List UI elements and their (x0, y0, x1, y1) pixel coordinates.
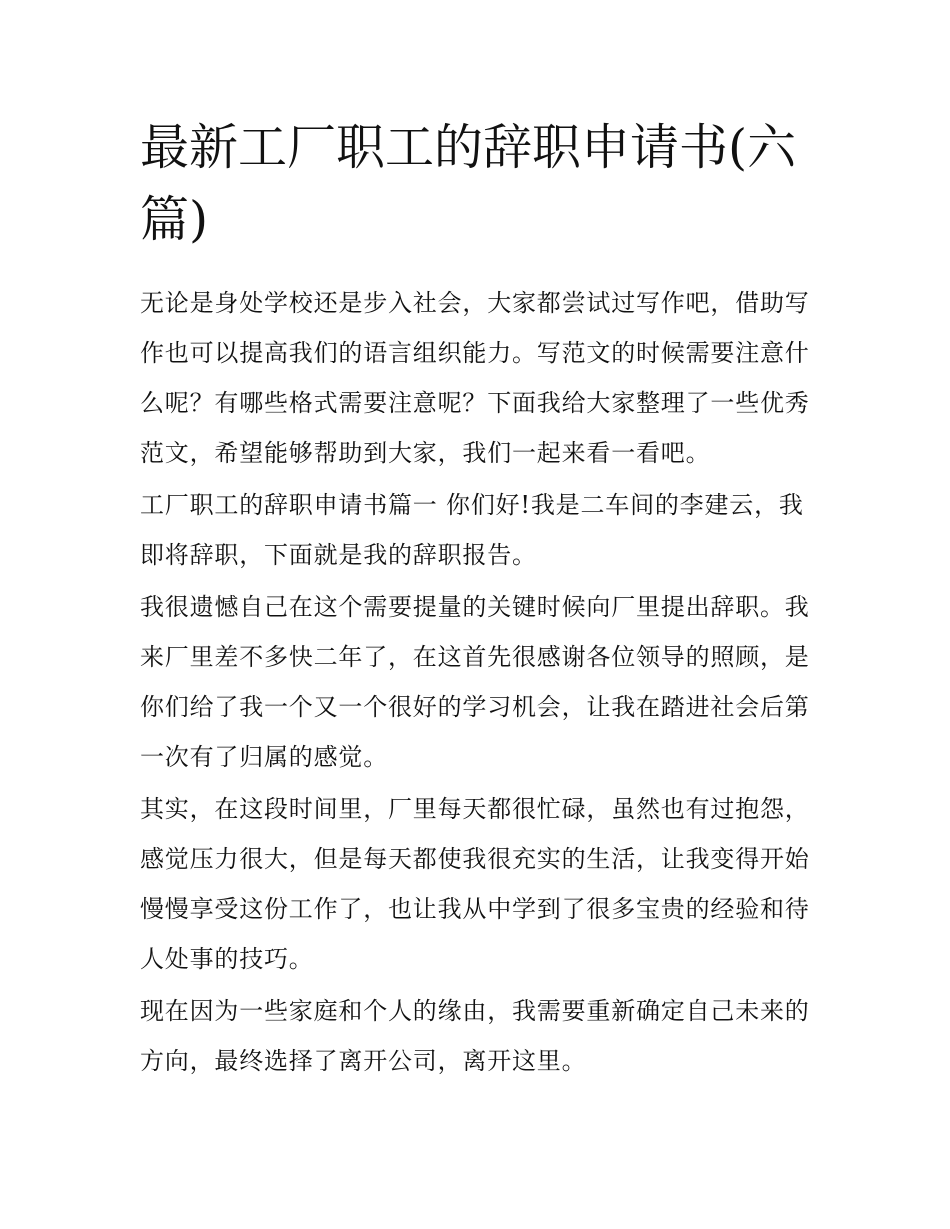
paragraph-reason: 现在因为一些家庭和个人的缘由，我需要重新确定自己未来的方向，最终选择了离开公司，离开这里。 (140, 997, 810, 1075)
document-title: 最新工厂职工的辞职申请书(六篇) (140, 119, 797, 248)
paragraph-experience: 其实，在这段时间里，厂里每天都很忙碌，虽然也有过抱怨，感觉压力很大，但是每天都使我很充实的生活，让我变得开始慢慢享受这份工作了，也让我从中学到了很多宝贵的经验和待人处事的技巧。 (140, 795, 810, 973)
paragraph-regret: 我很遗憾自己在这个需要提量的关键时候向厂里提出辞职。我来厂里差不多快二年了，在这首先很感谢各位领导的照顾，是你们给了我一个又一个很好的学习机会，让我在踏进社会后第一次有了归属的感觉。 (140, 593, 810, 771)
paragraph-greeting: 工厂职工的辞职申请书篇一 你们好!我是二车间的李建云，我即将辞职，下面就是我的辞职报告。 (140, 491, 804, 569)
document-body (140, 278, 815, 1088)
paragraph-intro: 无论是身处学校还是步入社会，大家都尝试过写作吧，借助写作也可以提高我们的语言组织能力。写范文的时候需要注意什么呢？有哪些格式需要注意呢？下面我给大家整理了一些优秀范文，希望能够帮助到大家，我们一起来看一看吧。 (140, 289, 810, 467)
